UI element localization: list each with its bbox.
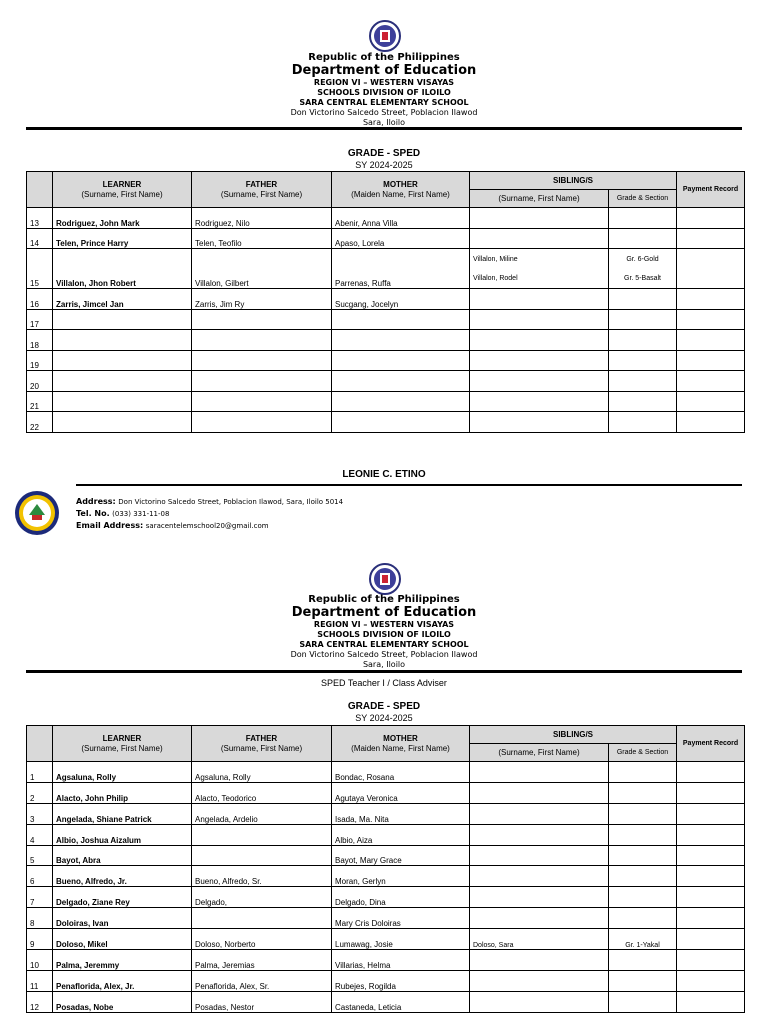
payment-record bbox=[677, 908, 745, 929]
sibling-name bbox=[470, 208, 609, 229]
mother-name: Bayot, Mary Grace bbox=[332, 845, 470, 866]
learner-name: Albio, Joshua Aizalum bbox=[53, 824, 192, 845]
sibling-grade-section bbox=[609, 762, 677, 783]
sibling-grade-section bbox=[609, 782, 677, 803]
adviser-name: LEONIE C. ETINO bbox=[342, 469, 426, 480]
department-text: Department of Education bbox=[291, 605, 477, 620]
payment-record bbox=[677, 824, 745, 845]
street-text: Don Victorino Salcedo Street, Poblacion Ilawod bbox=[290, 650, 478, 659]
header-no bbox=[27, 172, 53, 208]
mother-name: Agutaya Veronica bbox=[332, 782, 470, 803]
father-name: Palma, Jeremias bbox=[192, 950, 332, 971]
payment-record bbox=[677, 330, 745, 351]
row-number: 20 bbox=[27, 371, 53, 392]
header-mother: MOTHER (Maiden Name, First Name) bbox=[332, 172, 470, 208]
learner-name bbox=[53, 350, 192, 371]
row-number: 14 bbox=[27, 228, 53, 249]
sibling-grade-section bbox=[609, 824, 677, 845]
payment-record bbox=[677, 309, 745, 330]
deped-seal-icon bbox=[369, 20, 401, 52]
sibling-grade-section bbox=[609, 309, 677, 330]
letterhead-page2 bbox=[0, 594, 768, 670]
row-number: 17 bbox=[27, 309, 53, 330]
father-name: Doloso, Norberto bbox=[192, 929, 332, 950]
row-number: 3 bbox=[27, 803, 53, 824]
learner-table-page1 bbox=[26, 171, 745, 433]
sibling-name bbox=[470, 887, 609, 908]
learner-name bbox=[53, 309, 192, 330]
header-payment: Payment Record bbox=[677, 726, 745, 762]
learner-name: Agsaluna, Rolly bbox=[53, 762, 192, 783]
republic-text: Republic of the Philippines bbox=[308, 594, 460, 605]
payment-record bbox=[677, 803, 745, 824]
signature-rule bbox=[76, 484, 742, 486]
payment-record bbox=[677, 991, 745, 1012]
row-number: 16 bbox=[27, 289, 53, 310]
table-row bbox=[27, 289, 745, 310]
mother-name: Bondac, Rosana bbox=[332, 762, 470, 783]
adviser-role-block bbox=[0, 678, 768, 688]
mother-name: Rubejes, Rogilda bbox=[332, 970, 470, 991]
table-row bbox=[27, 762, 745, 783]
header-rule bbox=[26, 670, 742, 673]
table-row bbox=[27, 824, 745, 845]
father-name bbox=[192, 908, 332, 929]
learner-name: Doloso, Mikel bbox=[53, 929, 192, 950]
father-name bbox=[192, 412, 332, 433]
sibling-name bbox=[470, 412, 609, 433]
sibling-grade-section bbox=[609, 866, 677, 887]
father-name bbox=[192, 824, 332, 845]
father-name bbox=[192, 845, 332, 866]
payment-record bbox=[677, 950, 745, 971]
table-row bbox=[27, 391, 745, 412]
table-row bbox=[27, 950, 745, 971]
sibling-name bbox=[470, 309, 609, 330]
row-number: 4 bbox=[27, 824, 53, 845]
sibling-grade-section bbox=[609, 412, 677, 433]
learner-name: Villalon, Jhon Robert bbox=[53, 249, 192, 289]
row-number: 15 bbox=[27, 249, 53, 289]
father-name bbox=[192, 371, 332, 392]
row-number: 2 bbox=[27, 782, 53, 803]
sibling-name bbox=[470, 228, 609, 249]
payment-record bbox=[677, 762, 745, 783]
learner-name bbox=[53, 391, 192, 412]
sibling-grade-section bbox=[609, 371, 677, 392]
mother-name bbox=[332, 309, 470, 330]
row-number: 11 bbox=[27, 970, 53, 991]
address-label: Address: bbox=[76, 497, 116, 506]
sibling-name bbox=[470, 845, 609, 866]
learner-name: Alacto, John Philip bbox=[53, 782, 192, 803]
sibling-grade-section bbox=[609, 208, 677, 229]
table-row bbox=[27, 782, 745, 803]
mother-name: Apaso, Lorela bbox=[332, 228, 470, 249]
table-row bbox=[27, 228, 745, 249]
header-sibling-name: (Surname, First Name) bbox=[470, 744, 609, 762]
sibling-name bbox=[470, 762, 609, 783]
sibling-name bbox=[470, 350, 609, 371]
father-name: Alacto, Teodorico bbox=[192, 782, 332, 803]
header-learner: LEARNER (Surname, First Name) bbox=[53, 726, 192, 762]
father-name: Rodriguez, Nilo bbox=[192, 208, 332, 229]
row-number: 22 bbox=[27, 412, 53, 433]
mother-name bbox=[332, 391, 470, 412]
table-row bbox=[27, 803, 745, 824]
table-row bbox=[27, 887, 745, 908]
table-row bbox=[27, 371, 745, 392]
payment-record bbox=[677, 929, 745, 950]
sibling-grade-section bbox=[609, 803, 677, 824]
header-no bbox=[27, 726, 53, 762]
payment-record bbox=[677, 412, 745, 433]
row-number: 7 bbox=[27, 887, 53, 908]
header-mother: MOTHER (Maiden Name, First Name) bbox=[332, 726, 470, 762]
learner-name: Palma, Jeremmy bbox=[53, 950, 192, 971]
table-body bbox=[27, 208, 745, 433]
sibling-grade-section bbox=[609, 330, 677, 351]
sibling-grade-section bbox=[609, 845, 677, 866]
learner-name: Rodriguez, John Mark bbox=[53, 208, 192, 229]
row-number: 6 bbox=[27, 866, 53, 887]
learner-name: Telen, Prince Harry bbox=[53, 228, 192, 249]
learner-name: Bayot, Abra bbox=[53, 845, 192, 866]
republic-text: Republic of the Philippines bbox=[308, 52, 460, 63]
sibling-name bbox=[470, 866, 609, 887]
sibling-name bbox=[470, 824, 609, 845]
sibling-name bbox=[470, 391, 609, 412]
sibling-name bbox=[470, 991, 609, 1012]
division-text: SCHOOLS DIVISION OF ILOILO bbox=[317, 88, 451, 97]
sibling-name bbox=[470, 782, 609, 803]
header-learner: LEARNER (Surname, First Name) bbox=[53, 172, 192, 208]
father-name bbox=[192, 309, 332, 330]
mother-name: Isada, Ma. Nita bbox=[332, 803, 470, 824]
father-name: Angelada, Ardelio bbox=[192, 803, 332, 824]
sibling-grade-section bbox=[609, 289, 677, 310]
row-number: 19 bbox=[27, 350, 53, 371]
mother-name: Mary Cris Doloiras bbox=[332, 908, 470, 929]
sibling-name bbox=[470, 950, 609, 971]
learner-table-page2 bbox=[26, 725, 745, 1013]
sibling-name: Doloso, Sara bbox=[470, 929, 609, 950]
sibling-grade-section: Gr. 1-Yakal bbox=[609, 929, 677, 950]
grade-label: GRADE - SPED bbox=[347, 148, 421, 159]
grade-label: GRADE - SPED bbox=[347, 701, 421, 712]
tel-value: (033) 331-11-08 bbox=[112, 510, 170, 518]
father-name: Villalon, Gilbert bbox=[192, 249, 332, 289]
header-siblings: SIBLING/S bbox=[470, 726, 677, 744]
mother-name: Sucgang, Jocelyn bbox=[332, 289, 470, 310]
sibling-grade-section bbox=[609, 908, 677, 929]
row-number: 12 bbox=[27, 991, 53, 1012]
email-value: saracentelemschool20@gmail.com bbox=[145, 522, 269, 530]
school-year: SY 2024-2025 bbox=[355, 713, 413, 723]
table-row bbox=[27, 866, 745, 887]
mother-name bbox=[332, 330, 470, 351]
header-father: FATHER (Surname, First Name) bbox=[192, 726, 332, 762]
mother-name: Abenir, Anna Villa bbox=[332, 208, 470, 229]
row-number: 8 bbox=[27, 908, 53, 929]
header-rule bbox=[26, 127, 742, 130]
father-name: Posadas, Nestor bbox=[192, 991, 332, 1012]
mother-name bbox=[332, 412, 470, 433]
sibling-section-2: Gr. 5-Basalt bbox=[624, 274, 661, 282]
mother-name: Delgado, Dina bbox=[332, 887, 470, 908]
father-name: Delgado, bbox=[192, 887, 332, 908]
payment-record bbox=[677, 970, 745, 991]
sibling-name-2: Villalon, Rodel bbox=[473, 274, 518, 282]
table-row bbox=[27, 908, 745, 929]
row-number: 10 bbox=[27, 950, 53, 971]
adviser-block bbox=[0, 469, 768, 481]
payment-record bbox=[677, 782, 745, 803]
table-row bbox=[27, 929, 745, 950]
father-name: Zarris, Jim Ry bbox=[192, 289, 332, 310]
mother-name: Albio, Aiza bbox=[332, 824, 470, 845]
mother-name bbox=[332, 350, 470, 371]
payment-record bbox=[677, 391, 745, 412]
region-text: REGION VI – WESTERN VISAYAS bbox=[313, 78, 455, 87]
mother-name: Lumawag, Josie bbox=[332, 929, 470, 950]
row-number: 21 bbox=[27, 391, 53, 412]
sibling-grade-section bbox=[609, 950, 677, 971]
table-row bbox=[27, 249, 745, 289]
learner-name bbox=[53, 330, 192, 351]
letterhead-top bbox=[0, 52, 768, 128]
learner-name: Delgado, Ziane Rey bbox=[53, 887, 192, 908]
street-text: Don Victorino Salcedo Street, Poblacion Ilawod bbox=[290, 108, 478, 117]
adviser-role: SPED Teacher I / Class Adviser bbox=[321, 678, 447, 688]
table-row bbox=[27, 845, 745, 866]
learner-name: Zarris, Jimcel Jan bbox=[53, 289, 192, 310]
learner-name bbox=[53, 371, 192, 392]
row-number: 18 bbox=[27, 330, 53, 351]
payment-record bbox=[677, 289, 745, 310]
town-text: Sara, Iloilo bbox=[362, 660, 406, 669]
learner-name: Angelada, Shiane Patrick bbox=[53, 803, 192, 824]
row-number: 13 bbox=[27, 208, 53, 229]
payment-record bbox=[677, 350, 745, 371]
learner-name: Posadas, Nobe bbox=[53, 991, 192, 1012]
school-year: SY 2024-2025 bbox=[355, 160, 413, 170]
division-text: SCHOOLS DIVISION OF ILOILO bbox=[317, 630, 451, 639]
sibling-grade-section bbox=[609, 228, 677, 249]
header-grade-section: Grade & Section bbox=[609, 190, 677, 208]
learner-name: Doloiras, Ivan bbox=[53, 908, 192, 929]
sibling-grade-section bbox=[609, 887, 677, 908]
father-name: Penaflorida, Alex, Sr. bbox=[192, 970, 332, 991]
father-name: Bueno, Alfredo, Sr. bbox=[192, 866, 332, 887]
row-number: 9 bbox=[27, 929, 53, 950]
email-label: Email Address: bbox=[76, 521, 144, 530]
school-text: SARA CENTRAL ELEMENTARY SCHOOL bbox=[299, 98, 469, 107]
sibling-name-1: Villalon, Miline bbox=[473, 255, 518, 263]
header-siblings: SIBLING/S bbox=[470, 172, 677, 190]
table-row bbox=[27, 208, 745, 229]
row-number: 5 bbox=[27, 845, 53, 866]
school-text: SARA CENTRAL ELEMENTARY SCHOOL bbox=[299, 640, 469, 649]
deped-seal-icon bbox=[369, 563, 401, 595]
sibling-grade-section bbox=[609, 249, 677, 289]
department-text: Department of Education bbox=[291, 63, 477, 78]
header-father: FATHER (Surname, First Name) bbox=[192, 172, 332, 208]
payment-record bbox=[677, 208, 745, 229]
learner-name: Penaflorida, Alex, Jr. bbox=[53, 970, 192, 991]
header-payment: Payment Record bbox=[677, 172, 745, 208]
sibling-name bbox=[470, 371, 609, 392]
table-body bbox=[27, 762, 745, 1013]
learner-name: Bueno, Alfredo, Jr. bbox=[53, 866, 192, 887]
tel-label: Tel. No. bbox=[76, 509, 110, 518]
sibling-grade-section bbox=[609, 350, 677, 371]
father-name: Telen, Teofilo bbox=[192, 228, 332, 249]
mother-name: Moran, Gerlyn bbox=[332, 866, 470, 887]
table-row bbox=[27, 309, 745, 330]
father-name bbox=[192, 391, 332, 412]
payment-record bbox=[677, 249, 745, 289]
father-name bbox=[192, 330, 332, 351]
father-name: Agsaluna, Rolly bbox=[192, 762, 332, 783]
sheet-title bbox=[0, 701, 768, 723]
sibling-name bbox=[470, 970, 609, 991]
mother-name: Castaneda, Leticia bbox=[332, 991, 470, 1012]
region-text: REGION VI – WESTERN VISAYAS bbox=[313, 620, 455, 629]
mother-name: Parrenas, Ruffa bbox=[332, 249, 470, 289]
table-row bbox=[27, 330, 745, 351]
father-name bbox=[192, 350, 332, 371]
address-value: Don Victorino Salcedo Street, Poblacion Ilawod, Sara, Iloilo 5014 bbox=[118, 498, 344, 506]
sibling-grade-section bbox=[609, 991, 677, 1012]
payment-record bbox=[677, 845, 745, 866]
mother-name: Villarias, Helma bbox=[332, 950, 470, 971]
school-contact bbox=[76, 496, 343, 532]
learner-name bbox=[53, 412, 192, 433]
sibling-name bbox=[470, 249, 609, 289]
sibling-grade-section bbox=[609, 391, 677, 412]
payment-record bbox=[677, 371, 745, 392]
table-row bbox=[27, 412, 745, 433]
header-sibling-name: (Surname, First Name) bbox=[470, 190, 609, 208]
payment-record bbox=[677, 866, 745, 887]
sibling-name bbox=[470, 330, 609, 351]
row-number: 1 bbox=[27, 762, 53, 783]
school-logo-icon bbox=[14, 490, 60, 536]
town-text: Sara, Iloilo bbox=[362, 118, 406, 127]
table-row bbox=[27, 350, 745, 371]
sibling-grade-section bbox=[609, 970, 677, 991]
sibling-name bbox=[470, 289, 609, 310]
header-grade-section: Grade & Section bbox=[609, 744, 677, 762]
payment-record bbox=[677, 228, 745, 249]
table-row bbox=[27, 991, 745, 1012]
payment-record bbox=[677, 887, 745, 908]
mother-name bbox=[332, 371, 470, 392]
sibling-section-1: Gr. 6-Gold bbox=[626, 255, 659, 263]
sibling-name bbox=[470, 803, 609, 824]
table-row bbox=[27, 970, 745, 991]
sheet-title bbox=[0, 148, 768, 170]
sibling-name bbox=[470, 908, 609, 929]
